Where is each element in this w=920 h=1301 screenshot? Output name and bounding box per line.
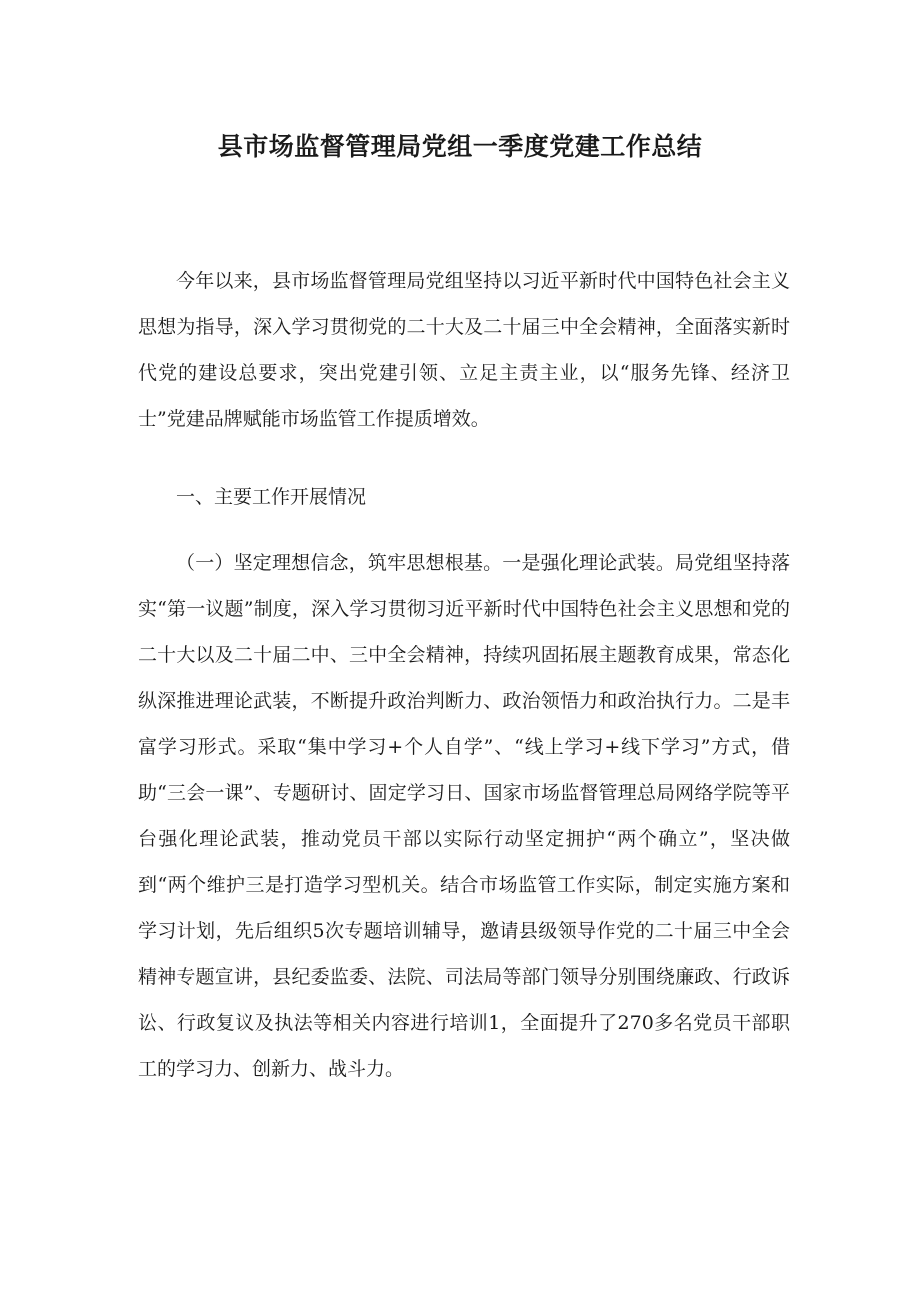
section-heading: 一、主要工作开展情况	[176, 486, 367, 508]
section-1-paragraph: （一）坚定理想信念，筑牢思想根基。一是强化理论武装。局党组坚持落实“第一议题”制度，深入学习贯彻习近平新时代中国特色社会主义思想和党的二十大以及二十届二中、三中全会精神，持续巩固拓展主题教育成果，常态化纵深推进理论武装，不断提升政治判断力、政治领悟力和政治执行力。二是丰富学习形式。采取“集中学习+个人自学”、“线上学习+线下学习”方式，借助“三会一课”、专题研讨、固定学习日、国家市场监督管理总局网络学院等平台强化理论武装，推动党员干部以实际行动坚定拥护“两个确立”，坚决做到“两个维护三是打造学习型机关。结合市场监管工作实际，制定实施方案和学习计划，先后组织5次专题培训辅导，邀请县级领导作党的二十届三中全会精神专题宣讲，县纪委监委、法院、司法局等部门领导分别围绕廉政、行政诉讼、行政复议及执法等相关内容进行培训1，全面提升了270多名党员干部职工的学习力、创新力、战斗力。	[138, 552, 790, 1080]
document-title: 县市场监督管理局党组一季度党建工作总结	[217, 132, 703, 161]
intro-paragraph: 今年以来，县市场监督管理局党组坚持以习近平新时代中国特色社会主义思想为指导，深入学习贯彻党的二十大及二十届三中全会精神，全面落实新时代党的建设总要求，突出党建引领、立足主责主业，以“服务先锋、经济卫士”党建品牌赋能市场监管工作提质增效。	[138, 270, 790, 430]
